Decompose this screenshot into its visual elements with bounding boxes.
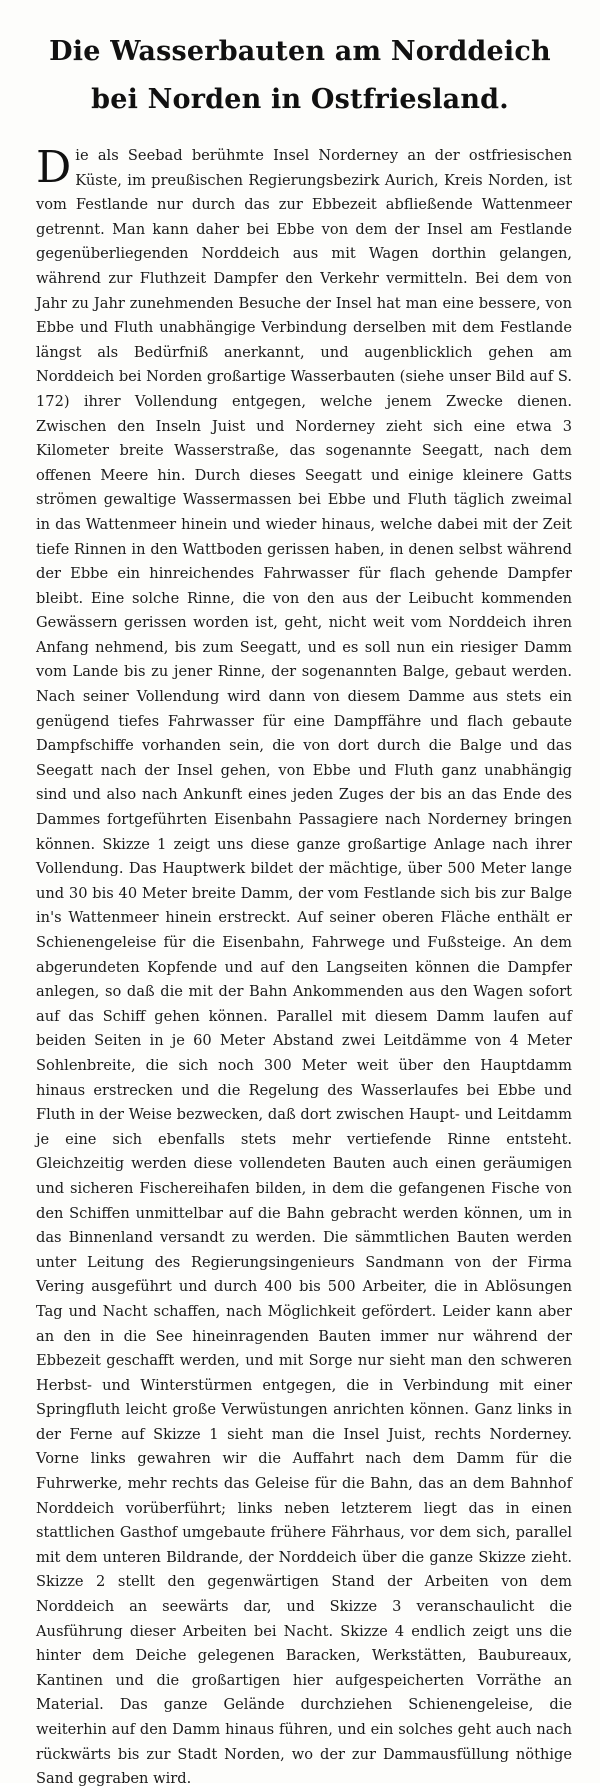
article-body [36, 144, 572, 1792]
drop-cap: D [36, 142, 72, 193]
article-text: ie als Seebad berühmte Insel Norderney an der ostfriesischen Küste, im preußischen Regierungsbezirk Aurich, Kreis Norden, ist vom Festlande nur durch das zur Ebbezeit abfließende Wattenmeer getrennt. Man kann daher bei Ebbe von dem der Insel am Festlande gegenüberliegenden Norddeich aus mit Wagen dorthin gelangen, während zur Fluthzeit Dampfer den Verkehr vermitteln. Bei dem von Jahr zu Jahr zunehmenden Besuche der Insel hat man eine bessere, von Ebbe und Fluth unabhängige Verbindung derselben mit dem Festlande längst als Bedürfniß anerkannt, und augenblicklich gehen am Norddeich bei Norden großartige Wasserbauten (siehe unser Bild auf S. 172) ihrer Vollendung entgegen, welche jenem Zwecke dienen. Zwischen den Inseln Juist und Norderney zieht sich eine etwa 3 Kilometer breite Wasserstraße, das sogenannte Seegatt, nach dem offenen Meere hin. Durch dieses Seegatt und einige kleinere Gatts strömen gewaltige Wassermassen bei Ebbe und Fluth täglich zweimal in das Wattenmeer hinein und wieder hinaus, welche dabei mit der Zeit tiefe Rinnen in den Wattboden gerissen haben, in denen selbst während der Ebbe ein hinreichendes Fahrwasser für flach gehende Dampfer bleibt. Eine solche Rinne, die von den aus der Leibucht kommenden Gewässern gerissen worden ist, geht, nicht weit vom Norddeich ihren Anfang nehmend, bis zum Seegatt, und es soll nun ein riesiger Damm vom Lande bis zu jener Rinne, der sogenannten Balge, gebaut werden. Nach seiner Vollendung wird dann von diesem Damme aus stets ein genügend tiefes Fahrwasser für eine Dampffähre und flach gebaute Dampfschiffe vorhanden sein, die von dort durch die Balge und das Seegatt nach der Insel gehen, von Ebbe und Fluth ganz unabhängig sind und also nach Ankunft eines jeden Zuges der bis an das Ende des Dammes fortgeführten Eisenbahn Passagiere nach Norderney bringen können. Skizze 1 zeigt uns diese ganze großartige Anlage nach ihrer Vollendung. Das Hauptwerk bildet der mächtige, über 500 Meter lange und 30 bis 40 Meter breite Damm, der vom Festlande sich bis zur Balge in's Wattenmeer hinein erstreckt. Auf seiner oberen Fläche enthält er Schienengeleise für die Eisenbahn, Fahrwege und Fußsteige. An dem abgerundeten Kopfende und auf den Langseiten können die Dampfer anlegen, so daß die mit der Bahn Ankommenden aus den Wagen sofort auf das Schiff gehen können. Parallel mit diesem Damm laufen auf beiden Seiten in je 60 Meter Abstand zwei Leitdämme von 4 Meter Sohlenbreite, die sich noch 300 Meter weit über den Hauptdamm hinaus erstrecken und die Regelung des Wasserlaufes bei Ebbe und Fluth in der Weise bezwecken, daß dort zwischen Haupt- und Leitdamm je eine sich ebenfalls stets mehr vertiefende Rinne entsteht. Gleichzeitig werden diese vollendeten Bauten auch einen geräumigen und sicheren Fischereihafen bilden, in dem die gefangenen Fische von den Schiffen unmittelbar auf die Bahn gebracht werden können, um in das Binnenland versandt zu werden. Die sämmtlichen Bauten werden unter Leitung des Regierungsingenieurs Sandmann von der Firma Vering ausgeführt und durch 400 bis 500 Arbeiter, die in Ablösungen Tag und Nacht schaffen, nach Möglichkeit gefördert. Leider kann aber an den in die See hineinragenden Bauten immer nur während der Ebbezeit geschafft werden, und mit Sorge nur sieht man den schweren Herbst- und Winterstürmen entgegen, die in Verbindung mit einer Springfluth leicht große Verwüstungen anrichten können. Ganz links in der Ferne auf Skizze 1 sieht man die Insel Juist, rechts Norderney. Vorne links gewahren wir die Auffahrt nach dem Damm für die Fuhrwerke, mehr rechts das Geleise für die Bahn, das an dem Bahnhof Norddeich vorüberführt; links neben letzterem liegt das in einen stattlichen Gasthof umgebaute frühere Fährhaus, vor dem sich, parallel mit dem unteren Bildrande, der Norddeich über die ganze Skizze zieht. Skizze 2 stellt den gegenwärtigen Stand der Arbeiten von dem Norddeich an seewärts dar, und Skizze 3 veranschaulicht die Ausführung dieser Arbeiten bei Nacht. Skizze 4 endlich zeigt uns die hinter dem Deiche gelegenen Baracken, Werkstätten, Baubureaux, Kantinen und die großartigen hier aufgespeicherten Vorräthe an Material. Das ganze Gelände durchziehen Schienengeleise, die weiterhin auf den Damm hinaus führen, und ein solches geht auch nach rückwärts bis zur Stadt Norden, wo der zur Dammausfüllung nöthige Sand gegraben wird. [36, 147, 572, 1788]
article-title: Die Wasserbauten am Norddeich bei Norden in Ostfriesland. [49, 36, 551, 115]
